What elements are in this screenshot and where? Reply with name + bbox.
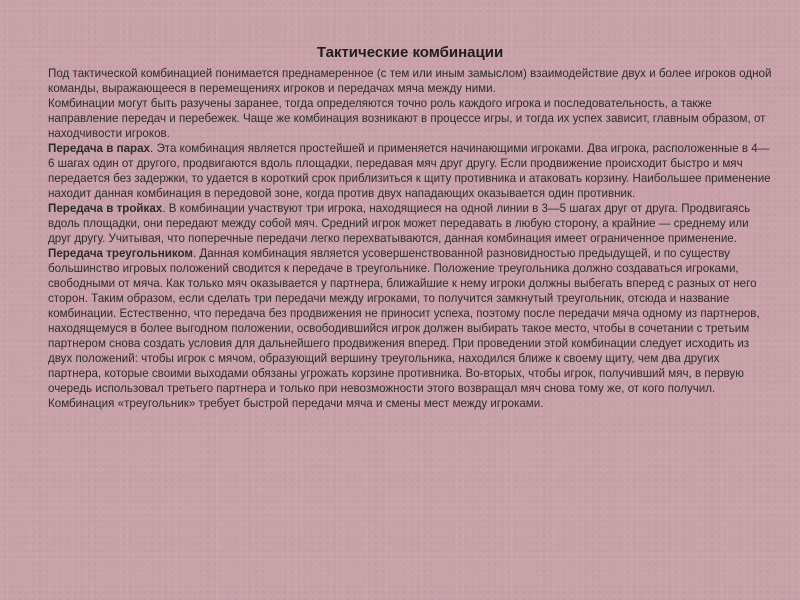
paragraph-heading: Передача треугольником xyxy=(48,247,193,260)
paragraph-text: . В комбинации участвуют три игрока, находящиеся на одной линии в 3—5 шагах друг от друга. Продвигаясь вдоль площадки, они передают между собой мяч. Средний игрок может передавать в любую сторону, а крайние — среднему или друг другу. Учитывая, что поперечные передачи легко перехватываются, данная комбинация имеет ограниченное применение. xyxy=(48,202,751,245)
paragraph-prepared-combinations xyxy=(48,96,772,141)
paragraph-text: Комбинации могут быть разучены заранее, тогда определяются точно роль каждого игрока и последовательность, а также направление передач и перебежек. Чаще же комбинация возникают в процессе игры, и тогда их успех зависит, главным образом, от находчивости игроков. xyxy=(48,97,766,140)
paragraph-triple-passing xyxy=(48,201,772,246)
paragraph-conclusion xyxy=(48,396,772,411)
paragraph-text: . Данная комбинация является усовершенствованной разновидностью предыдущей, и по существу большинство игровых положений сводится к передаче в треугольнике. Положение треугольника должно создаваться игроками, свободными от мяча. Как только мяч оказывается у партнера, ближайшие к нему игроки должны выбегать вперед с разных от него сторон. Таким образом, если сделать три передачи между игроками, то получится замкнутый треугольник, отсюда и название комбинации. Естественно, что передача без продвижения не приносит успеха, поэтому после передачи мяча одному из партнеров, находящемуся в более выгодном положении, освободившийся игрок должен выбирать такое место, чтобы в сочетании с третьим партнером снова создать условия для дальнейшего продвижения вперед. При проведении этой комбинации следует исходить из двух положений: чтобы игрок с мячом, образующий вершину треугольника, находился ближе к своему щиту, чем два других партнера, которые своими выходами обязаны угрожать корзине противника. Во-вторых, чтобы игрок, получивший мяч, в первую очередь использовал третьего партнера и только при невозможности этого возвращал мяч снова тому же, от кого получил. xyxy=(48,247,760,395)
paragraph-text: . Эта комбинация является простейшей и применяется начинающими игроками. Два игрока, расположенные в 4—6 шагах один от другого, продвигаются вдоль площадки, передавая мяч друг другу. Если продвижение происходит быстро и мяч передается без задержки, то удается в короткий срок приблизиться к щиту противника и атаковать корзину. Наибольшее применение находит данная комбинация в передовой зоне, когда против двух нападающих оказывается один противник. xyxy=(48,142,771,200)
paragraph-heading: Передача в парах xyxy=(48,142,151,155)
paragraph-triangle-passing xyxy=(48,246,772,396)
paragraph-definition xyxy=(48,66,772,96)
paragraph-pair-passing xyxy=(48,141,772,201)
paragraph-heading: Передача в тройках xyxy=(48,202,163,215)
slide-content xyxy=(48,44,772,411)
page-title: Тактические комбинации xyxy=(316,44,504,61)
paragraph-text: Под тактической комбинацией понимается преднамеренное (с тем или иным замыслом) взаимодействие двух и более игроков одной команды, выражающееся в перемещениях игроков и передачах мяча между ними. xyxy=(48,67,772,95)
paragraph-text: Комбинация «треугольник» требует быстрой передачи мяча и смены мест между игроками. xyxy=(48,397,544,410)
